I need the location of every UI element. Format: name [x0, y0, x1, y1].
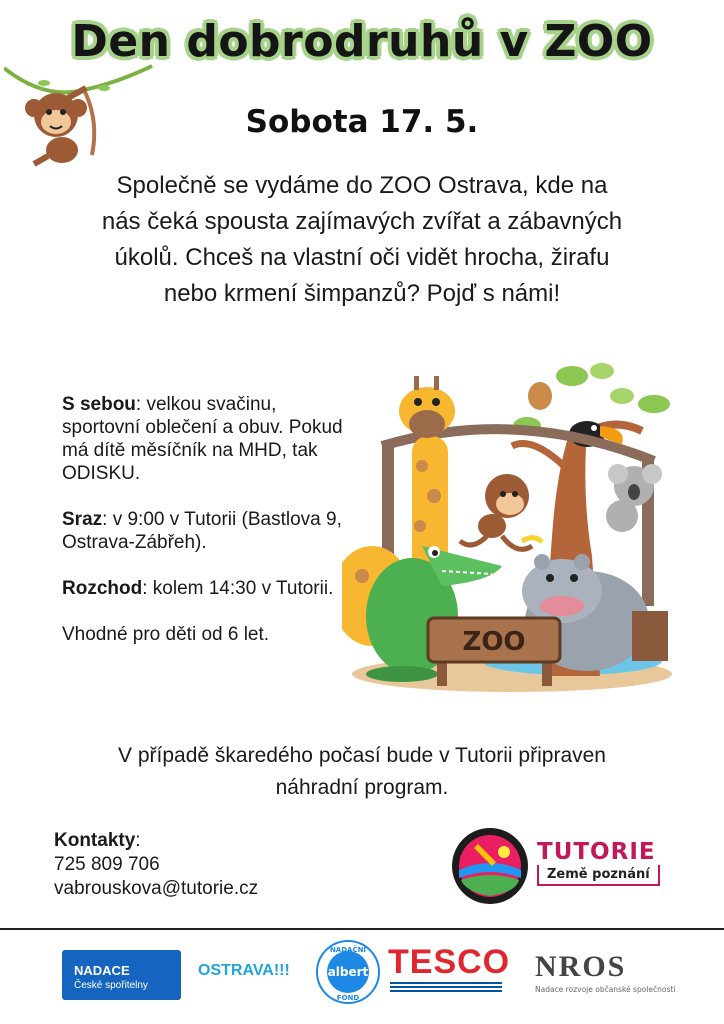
contacts-heading	[54, 829, 354, 853]
meet-text: : v 9:00 v Tutorii (Bastlova 9, Ostrava-Zábřeh).	[62, 509, 342, 553]
event-date: Sobota 17. 5.	[245, 104, 479, 140]
sponsor-ostrava: OSTRAVA!!!	[198, 962, 290, 979]
bring-paragraph	[62, 393, 352, 485]
bring-label: S sebou	[62, 394, 136, 415]
leave-text: : kolem 14:30 v Tutorii.	[142, 578, 334, 599]
bring-text: : velkou svačinu, sportovní oblečení a obuv. Pokud má dítě měsíčník na MHD, tak ODISKU.	[62, 394, 343, 484]
contacts-block	[54, 829, 354, 901]
organizer-name: TUTORIE	[537, 839, 656, 865]
meet-paragraph	[62, 508, 352, 554]
leave-paragraph	[62, 577, 352, 600]
sponsor-tesco: TESCO	[388, 943, 511, 981]
contact-phone[interactable]: 725 809 706	[54, 854, 160, 875]
poster-title: Den dobrodruhů v ZOO	[71, 16, 653, 67]
meet-label: Sraz	[62, 509, 103, 530]
weather-note: V případě škaredého počasí bude v Tutorii připraven náhradní program.	[118, 744, 606, 799]
sponsor-nros: NROS	[535, 950, 627, 983]
nadace-line1: NADACE	[74, 963, 130, 978]
info-block	[62, 393, 352, 669]
zoo-animals-illustration	[342, 356, 692, 696]
albert-main-text: albert	[327, 965, 369, 979]
sponsor-nros-subtitle: Nadace rozvoje občanské společnosti	[535, 985, 676, 994]
nadace-line2: České spořitelny	[74, 980, 148, 991]
zoo-sign-text: ZOO	[462, 627, 526, 657]
leave-label: Rozchod	[62, 578, 143, 599]
tutorie-logo-icon	[450, 826, 530, 906]
organizer-subtitle: Země poznání	[537, 865, 660, 886]
age-note: Vhodné pro děti od 6 let.	[62, 624, 270, 645]
albert-bottom-text: FOND	[336, 994, 360, 1002]
tesco-stripes-icon	[390, 982, 502, 992]
contacts-colon: :	[135, 830, 141, 851]
contact-email[interactable]: vabrouskova@tutorie.cz	[54, 878, 259, 899]
sponsor-albert-fund	[316, 940, 380, 1004]
intro-text: Společně se vydáme do ZOO Ostrava, kde na nás čeká spousta zajímavých zvířat a zábavných úkolů. Chceš na vlastní oči vidět hrocha, žirafu nebo krmení šimpanzů? Pojď s námi!	[101, 172, 623, 307]
albert-top-text: NADAČNÍ	[329, 946, 367, 954]
footer-divider	[0, 928, 724, 930]
contacts-label: Kontakty	[54, 830, 136, 851]
sponsor-nadace-cs	[62, 950, 181, 1000]
